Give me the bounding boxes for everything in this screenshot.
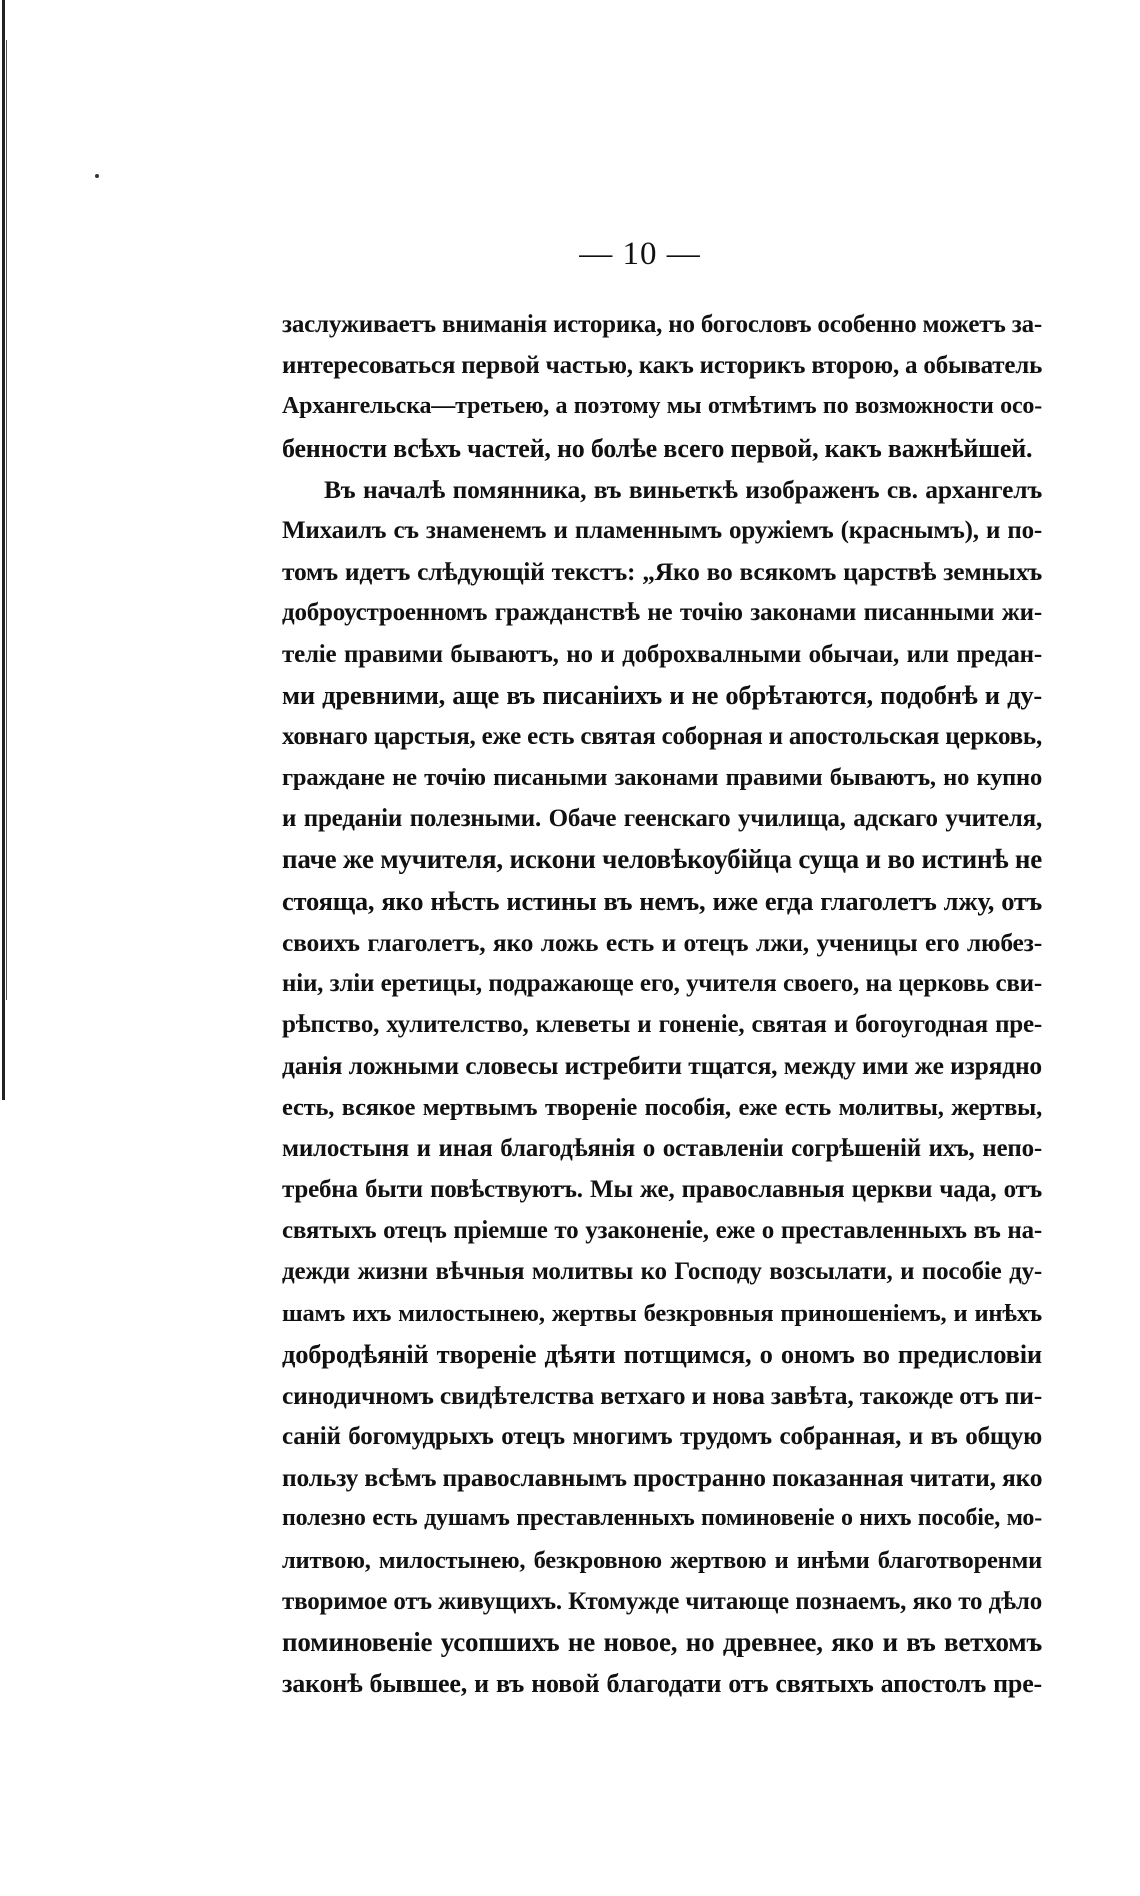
text-line: ми древними, аще въ писаніихъ и не обрѣтаются, подобнѣ и ду- xyxy=(282,679,1042,710)
text-line: доброустроенномъ гражданствѣ не точію законами писанными жи- xyxy=(282,599,1042,627)
scan-edge xyxy=(2,0,5,1100)
text-line: синодичномъ свидѣтелства ветхаго и нова завѣта, такожде отъ пи- xyxy=(282,1380,1042,1410)
text-line: данія ложными словесы истребити тщатся, между ими же изрядно xyxy=(282,1051,1042,1081)
body-text xyxy=(282,304,1042,1704)
text-line: и преданіи полезными. Обаче геенскаго училища, адскаго учителя, xyxy=(282,805,1042,833)
text-line: поминовеніе усопшихъ не новое, но древнее, яко и въ ветхомъ xyxy=(282,1627,1042,1657)
text-line: полезно есть душамъ преставленныхъ поминовеніе о нихъ пособіе, мо- xyxy=(282,1505,1042,1532)
text-line: томъ идетъ слѣдующій текстъ: „Яко во всякомъ царствѣ земныхъ xyxy=(282,557,1042,587)
text-line: законѣ бывшее, и въ новой благодати отъ святыхъ апостолъ пре- xyxy=(282,1669,1042,1699)
scan-edge-inner xyxy=(6,40,7,1000)
text-line: Архангельска—третьею, а поэтому мы отмѣтимъ по возможности осо- xyxy=(282,393,1042,420)
text-line: рѣпство, хулителство, клеветы и гоненіе, святая и богоугодная пре- xyxy=(282,1011,1042,1039)
text-line: литвою, милостынею, безкровною жертвою и инѣми благотворенми xyxy=(282,1546,1042,1574)
text-line: пользу всѣмъ православнымъ пространно показанная читати, яко xyxy=(282,1463,1043,1493)
text-line: творимое отъ живущихъ. Ктомужде читающе познаемъ, яко то дѣло xyxy=(282,1587,1042,1615)
text-line: теліе правими бываютъ, но и доброхвалными обычаи, или предан- xyxy=(282,640,1042,668)
page-number: — 10 — xyxy=(579,236,701,272)
ink-speck xyxy=(95,174,99,178)
text-line: добродѣяній твореніе дѣяти потщимся, о ономъ во предисловіи xyxy=(282,1338,1042,1369)
text-line: паче же мучителя, искони человѣкоубійца суща и во истинѣ не xyxy=(282,844,1043,875)
text-line: дежди жизни вѣчныя молитвы ко Господу возсылати, и пособіе ду- xyxy=(282,1258,1042,1286)
text-line: есть, всякое мертвымъ твореніе пособія, еже есть молитвы, жертвы, xyxy=(282,1093,1042,1121)
text-line: милостыня и иная благодѣянія о оставленіи согрѣшеній ихъ, непо- xyxy=(282,1134,1042,1162)
text-line: Въ началѣ помянника, въ виньеткѣ изображенъ св. архангелъ xyxy=(324,474,1042,504)
text-line: интересоваться первой частью, какъ историкъ второю, а обыватель xyxy=(282,352,1043,380)
text-line: шамъ ихъ милостынею, жертвы безкровныя приношеніемъ, и инѣхъ xyxy=(282,1299,1042,1327)
text-line: ховнаго царстыя, еже есть святая соборная и апостольская церковь, xyxy=(282,722,1042,750)
text-line: своихъ глаголетъ, яко ложь есть и отецъ лжи, ученицы его любез- xyxy=(282,927,1042,957)
text-line: ніи, зліи еретицы, подражающе его, учителя своего, на церковь сви- xyxy=(282,970,1042,997)
text-line: святыхъ отецъ пріемше то узаконеніе, еже о преставленныхъ въ на- xyxy=(282,1217,1042,1245)
text-line: саній богомудрыхъ отецъ многимъ трудомъ собранная, и въ общую xyxy=(282,1423,1042,1451)
text-line: граждане не точію писаными законами правими бываютъ, но купно xyxy=(282,764,1042,792)
text-line: бенности всѣхъ частей, но болѣе всего первой, какъ важнѣйшей. xyxy=(282,433,1033,463)
text-line: Михаилъ съ знаменемъ и пламеннымъ оружіемъ (краснымъ), и по- xyxy=(282,516,1042,544)
text-line: требна быти повѣствуютъ. Мы же, православныя церкви чада, отъ xyxy=(282,1175,1042,1203)
text-line: стояща, яко нѣсть истины въ немъ, иже егда глаголетъ лжу, отъ xyxy=(282,885,1042,916)
text-line: заслуживаетъ вниманія историка, но богословъ особенно можетъ за- xyxy=(282,311,1042,338)
